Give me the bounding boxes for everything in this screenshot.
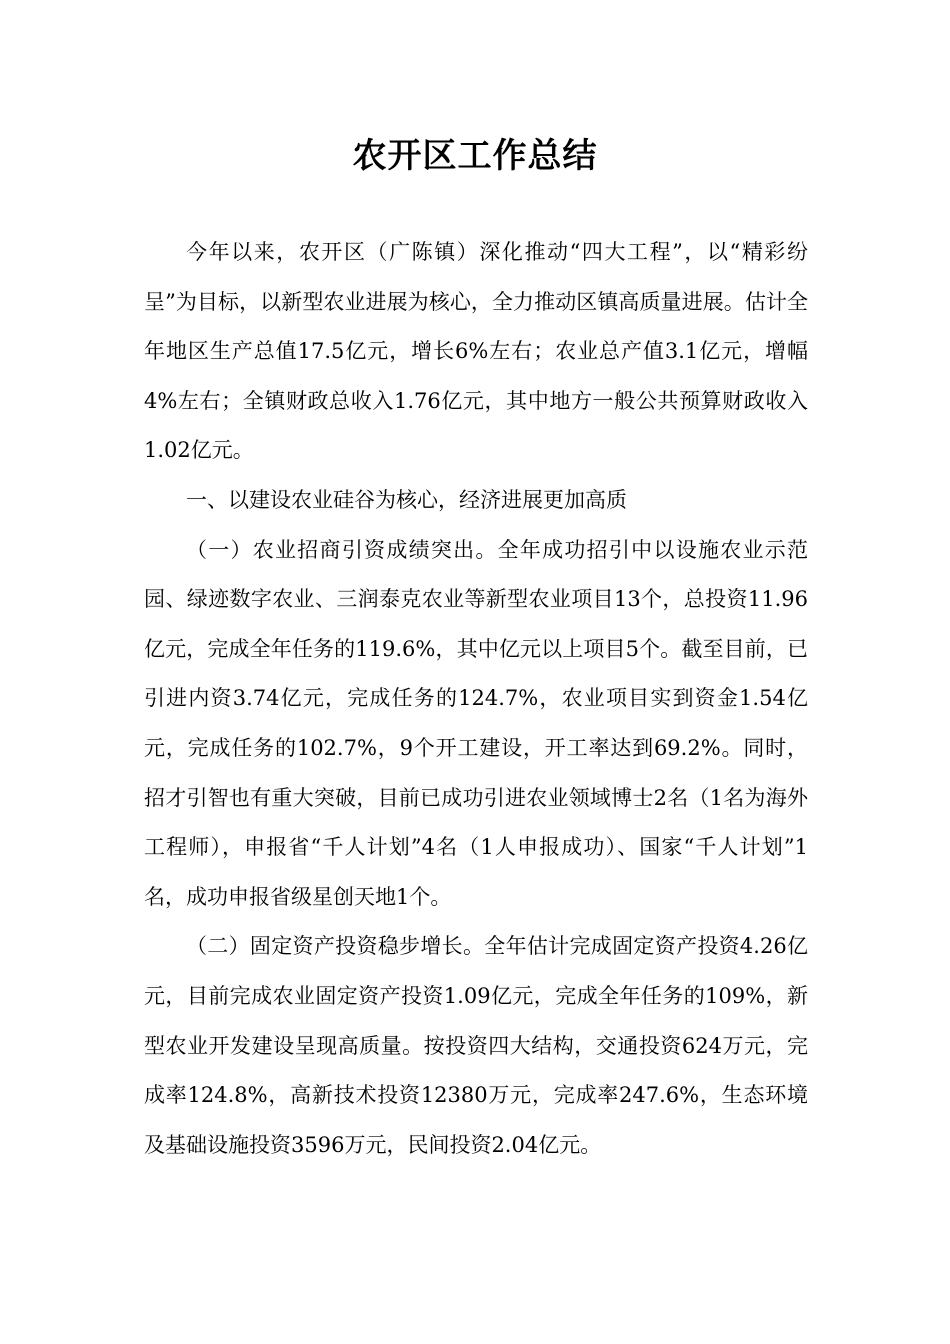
intro-paragraph: 今年以来，农开区（广陈镇）深化推动“四大工程”，以“精彩纷呈”为目标，以新型农业进展为核心，全力推动区镇高质量进展。估计全年地区生产总值17.5亿元，增长6%左右；农业总产值3.1亿元，增幅4%左右；全镇财政总收入1.76亿元，其中地方一般公共预算财政收入1.02亿元。 [144,240,808,463]
subsection-paragraph-1: （一）农业招商引资成绩突出。全年成功招引中以设施农业示范园、绿迹数字农业、三润泰克农业等新型农业项目13个，总投资11.96亿元，完成全年任务的119.6%，其中亿元以上项目5个。截至目前，已引进内资3.74亿元，完成任务的124.7%，农业项目实到资金1.54亿元，完成任务的102.7%，9个开工建设，开工率达到69.2%。同时，招才引智也有重大突破，目前已成功引进农业领域博士2名（1名为海外工程师），申报省“千人计划”4名（1人申报成功）、国家“千人计划”1名，成功申报省级星创天地1个。 [144,537,808,909]
section-heading-1: 一、以建设农业硅谷为核心，经济进展更加高质 [186,487,627,512]
subsection-paragraph-2: （二）固定资产投资稳步增长。全年估计完成固定资产投资4.26亿元，目前完成农业固定资产投资1.09亿元，完成全年任务的109%，新型农业开发建设呈现高质量。按投资四大结构，交通投资624万元，完成率124.8%，高新技术投资12380万元，完成率247.6%，生态环境及基础设施投资3596万元，民间投资2.04亿元。 [144,934,808,1157]
document-title: 农开区工作总结 [352,136,598,176]
document-body [144,228,808,1170]
